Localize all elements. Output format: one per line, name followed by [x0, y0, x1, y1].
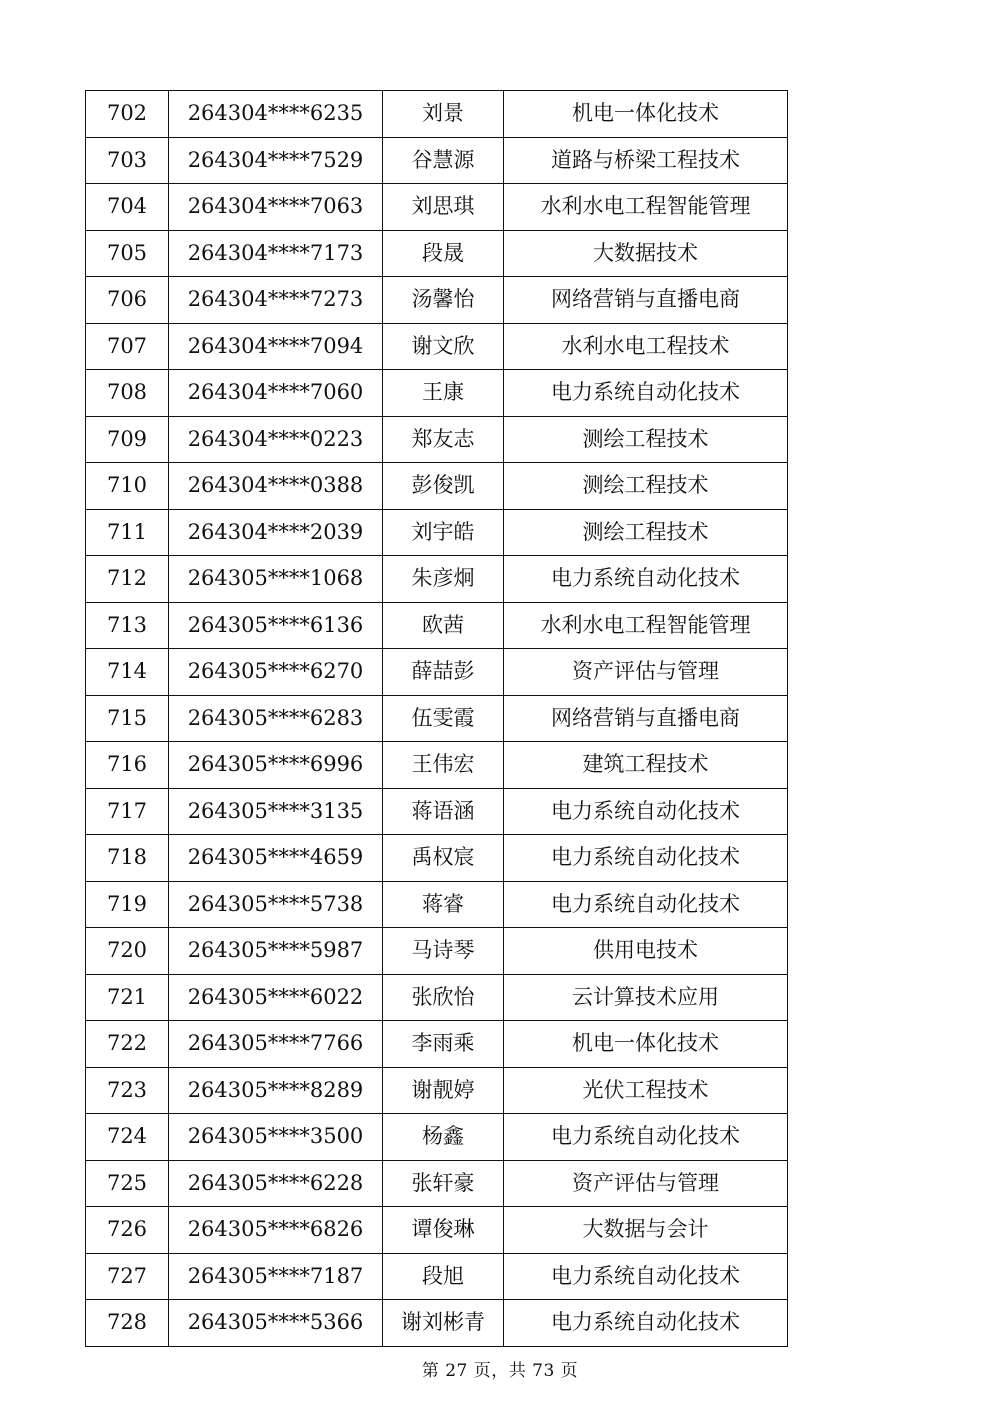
id-number-cell: 264305****1068 [169, 556, 383, 603]
table-row [86, 602, 788, 649]
row-number-cell: 714 [86, 649, 169, 696]
major-cell: 道路与桥梁工程技术 [504, 137, 788, 184]
row-number-cell: 703 [86, 137, 169, 184]
student-name-cell: 张欣怡 [383, 974, 504, 1021]
student-name-cell: 伍雯霞 [383, 695, 504, 742]
id-number-cell: 264305****6826 [169, 1207, 383, 1254]
row-number-cell: 720 [86, 928, 169, 975]
table-row [86, 788, 788, 835]
major-cell: 大数据与会计 [504, 1207, 788, 1254]
row-number-cell: 713 [86, 602, 169, 649]
row-number-cell: 705 [86, 230, 169, 277]
row-number-cell: 716 [86, 742, 169, 789]
table-row [86, 881, 788, 928]
table-row [86, 277, 788, 324]
major-cell: 大数据技术 [504, 230, 788, 277]
table-row [86, 463, 788, 510]
id-number-cell: 264305****7766 [169, 1021, 383, 1068]
table-row [86, 416, 788, 463]
table-row [86, 230, 788, 277]
row-number-cell: 723 [86, 1067, 169, 1114]
major-cell: 机电一体化技术 [504, 91, 788, 138]
row-number-cell: 712 [86, 556, 169, 603]
major-cell: 电力系统自动化技术 [504, 881, 788, 928]
table-row [86, 1300, 788, 1347]
row-number-cell: 708 [86, 370, 169, 417]
table-row [86, 1207, 788, 1254]
table-row [86, 1114, 788, 1161]
id-number-cell: 264305****7187 [169, 1253, 383, 1300]
major-cell: 电力系统自动化技术 [504, 370, 788, 417]
student-name-cell: 蒋语涵 [383, 788, 504, 835]
major-cell: 电力系统自动化技术 [504, 835, 788, 882]
id-number-cell: 264305****6270 [169, 649, 383, 696]
table-row [86, 1160, 788, 1207]
table-row [86, 509, 788, 556]
id-number-cell: 264305****5738 [169, 881, 383, 928]
major-cell: 电力系统自动化技术 [504, 556, 788, 603]
id-number-cell: 264304****2039 [169, 509, 383, 556]
row-number-cell: 721 [86, 974, 169, 1021]
major-cell: 建筑工程技术 [504, 742, 788, 789]
student-name-cell: 刘宇皓 [383, 509, 504, 556]
major-cell: 供用电技术 [504, 928, 788, 975]
id-number-cell: 264304****7060 [169, 370, 383, 417]
row-number-cell: 719 [86, 881, 169, 928]
id-number-cell: 264305****6022 [169, 974, 383, 1021]
major-cell: 网络营销与直播电商 [504, 277, 788, 324]
major-cell: 电力系统自动化技术 [504, 1253, 788, 1300]
id-number-cell: 264304****7063 [169, 184, 383, 231]
student-name-cell: 王康 [383, 370, 504, 417]
major-cell: 机电一体化技术 [504, 1021, 788, 1068]
row-number-cell: 725 [86, 1160, 169, 1207]
id-number-cell: 264304****0223 [169, 416, 383, 463]
major-cell: 测绘工程技术 [504, 509, 788, 556]
major-cell: 电力系统自动化技术 [504, 1300, 788, 1347]
table-row [86, 184, 788, 231]
row-number-cell: 710 [86, 463, 169, 510]
major-cell: 云计算技术应用 [504, 974, 788, 1021]
student-name-cell: 朱彦炯 [383, 556, 504, 603]
major-cell: 水利水电工程技术 [504, 323, 788, 370]
row-number-cell: 727 [86, 1253, 169, 1300]
major-cell: 光伏工程技术 [504, 1067, 788, 1114]
major-cell: 测绘工程技术 [504, 416, 788, 463]
table-row [86, 835, 788, 882]
id-number-cell: 264305****5366 [169, 1300, 383, 1347]
row-number-cell: 724 [86, 1114, 169, 1161]
id-number-cell: 264305****6136 [169, 602, 383, 649]
id-number-cell: 264304****7273 [169, 277, 383, 324]
student-name-cell: 谢靓婷 [383, 1067, 504, 1114]
student-name-cell: 马诗琴 [383, 928, 504, 975]
major-cell: 测绘工程技术 [504, 463, 788, 510]
row-number-cell: 706 [86, 277, 169, 324]
table-row [86, 974, 788, 1021]
id-number-cell: 264305****6283 [169, 695, 383, 742]
row-number-cell: 726 [86, 1207, 169, 1254]
student-name-cell: 谷慧源 [383, 137, 504, 184]
table-row [86, 649, 788, 696]
table-row [86, 370, 788, 417]
id-number-cell: 264304****6235 [169, 91, 383, 138]
row-number-cell: 718 [86, 835, 169, 882]
page-number-footer: 第 27 页，共 73 页 [421, 1361, 579, 1381]
id-number-cell: 264305****6228 [169, 1160, 383, 1207]
table-row [86, 1253, 788, 1300]
row-number-cell: 711 [86, 509, 169, 556]
major-cell: 水利水电工程智能管理 [504, 184, 788, 231]
student-name-cell: 禹权宸 [383, 835, 504, 882]
student-name-cell: 刘景 [383, 91, 504, 138]
student-name-cell: 郑友志 [383, 416, 504, 463]
id-number-cell: 264305****3135 [169, 788, 383, 835]
id-number-cell: 264304****7173 [169, 230, 383, 277]
table-row [86, 928, 788, 975]
student-name-cell: 彭俊凯 [383, 463, 504, 510]
student-name-cell: 蒋睿 [383, 881, 504, 928]
student-name-cell: 段晟 [383, 230, 504, 277]
id-number-cell: 264304****7529 [169, 137, 383, 184]
roster-table-body [86, 91, 788, 1347]
student-name-cell: 杨鑫 [383, 1114, 504, 1161]
table-row [86, 323, 788, 370]
row-number-cell: 707 [86, 323, 169, 370]
id-number-cell: 264305****4659 [169, 835, 383, 882]
id-number-cell: 264304****0388 [169, 463, 383, 510]
roster-table [85, 90, 788, 1347]
student-name-cell: 谢文欣 [383, 323, 504, 370]
row-number-cell: 717 [86, 788, 169, 835]
table-row [86, 556, 788, 603]
student-name-cell: 谢刘彬青 [383, 1300, 504, 1347]
table-row [86, 91, 788, 138]
row-number-cell: 715 [86, 695, 169, 742]
id-number-cell: 264305****8289 [169, 1067, 383, 1114]
row-number-cell: 722 [86, 1021, 169, 1068]
table-row [86, 695, 788, 742]
student-name-cell: 段旭 [383, 1253, 504, 1300]
major-cell: 电力系统自动化技术 [504, 1114, 788, 1161]
student-name-cell: 李雨乘 [383, 1021, 504, 1068]
major-cell: 资产评估与管理 [504, 1160, 788, 1207]
student-name-cell: 谭俊琳 [383, 1207, 504, 1254]
id-number-cell: 264305****3500 [169, 1114, 383, 1161]
major-cell: 资产评估与管理 [504, 649, 788, 696]
student-name-cell: 薛喆彭 [383, 649, 504, 696]
row-number-cell: 709 [86, 416, 169, 463]
table-row [86, 1021, 788, 1068]
table-row [86, 137, 788, 184]
student-name-cell: 欧茜 [383, 602, 504, 649]
id-number-cell: 264304****7094 [169, 323, 383, 370]
table-row [86, 742, 788, 789]
table-row [86, 1067, 788, 1114]
student-name-cell: 张轩豪 [383, 1160, 504, 1207]
major-cell: 水利水电工程智能管理 [504, 602, 788, 649]
row-number-cell: 704 [86, 184, 169, 231]
id-number-cell: 264305****6996 [169, 742, 383, 789]
id-number-cell: 264305****5987 [169, 928, 383, 975]
student-name-cell: 王伟宏 [383, 742, 504, 789]
major-cell: 电力系统自动化技术 [504, 788, 788, 835]
student-name-cell: 刘思琪 [383, 184, 504, 231]
row-number-cell: 728 [86, 1300, 169, 1347]
major-cell: 网络营销与直播电商 [504, 695, 788, 742]
student-name-cell: 汤馨怡 [383, 277, 504, 324]
row-number-cell: 702 [86, 91, 169, 138]
